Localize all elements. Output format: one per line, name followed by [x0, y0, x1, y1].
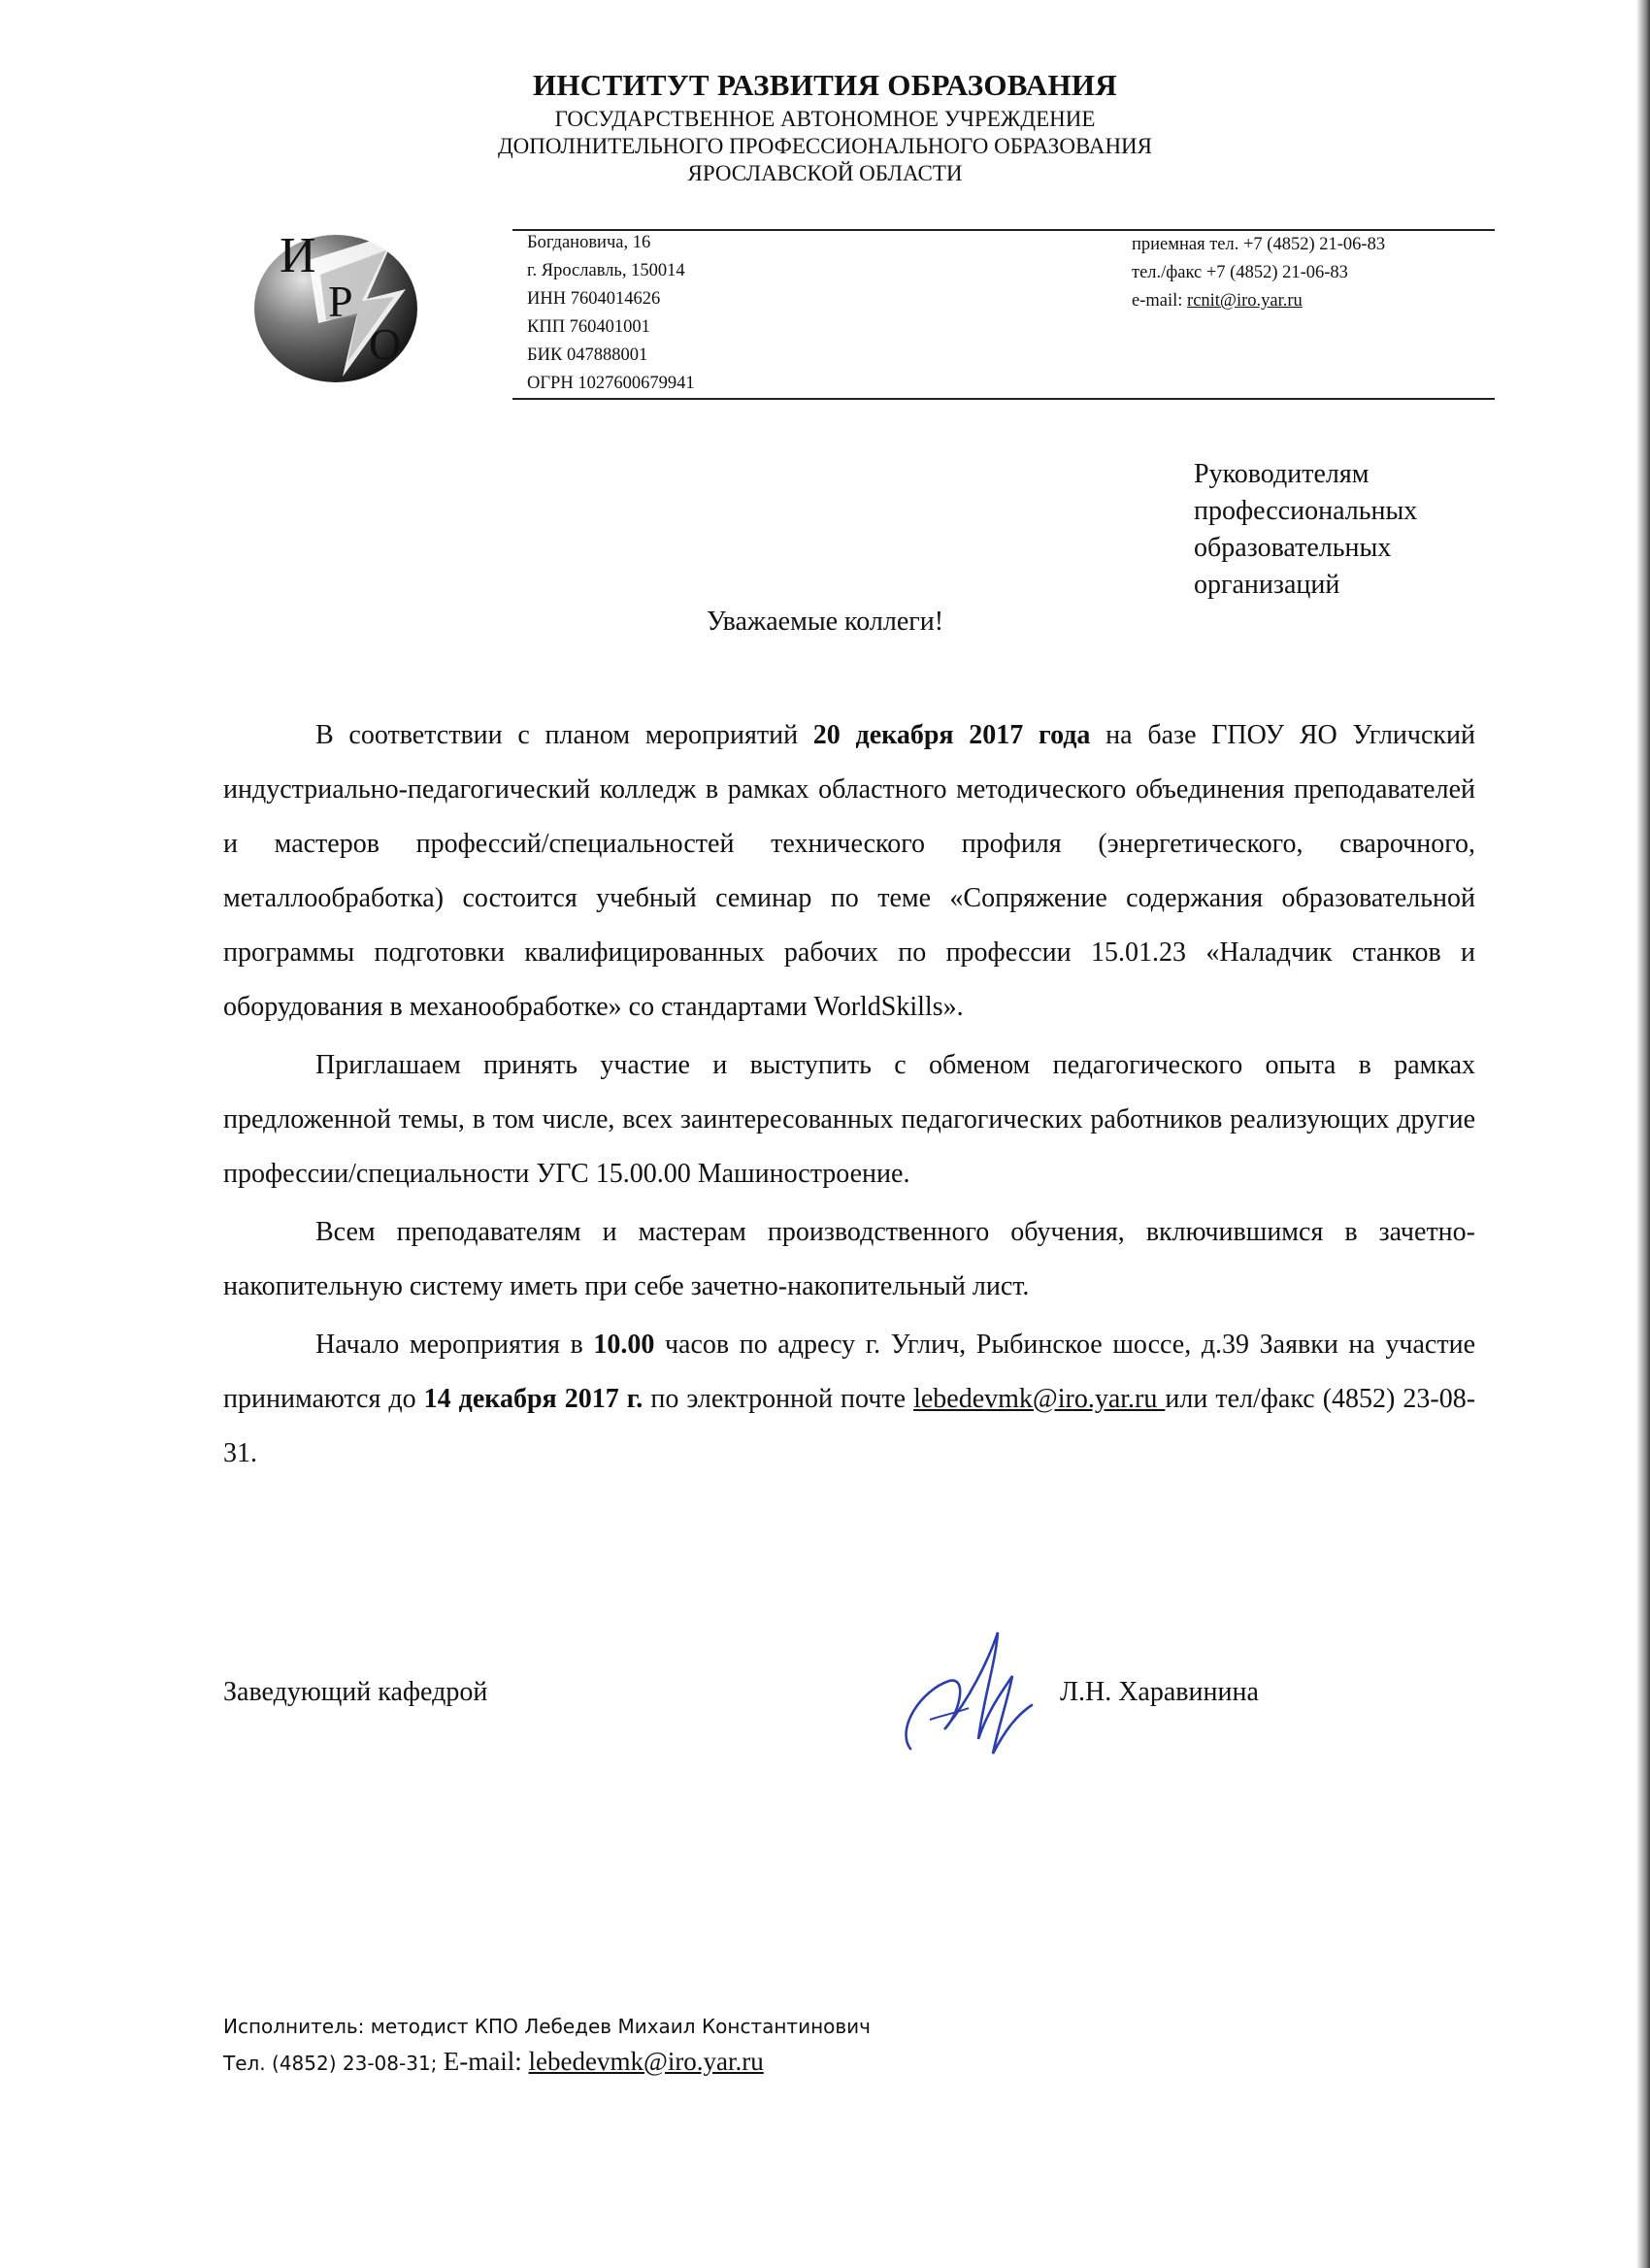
event-date: 20 декабря 2017 года: [812, 720, 1091, 750]
address-line: КПП 760401001: [527, 317, 650, 337]
addressee-line: Руководителям: [1194, 459, 1370, 489]
addressee-line: профессиональных: [1194, 496, 1418, 526]
logo-letter-r: Р: [328, 277, 353, 326]
executor-line: Исполнитель: методист КПО Лебедев Михаил Константинович: [223, 2015, 871, 2038]
application-deadline: 14 декабря 2017 г.: [423, 1384, 644, 1414]
executor-contacts: [223, 2044, 871, 2081]
header-email-link[interactable]: rcnit@iro.yar.ru: [1187, 291, 1303, 311]
p1-text-a: В соответствии с планом мероприятий: [315, 720, 813, 750]
p4-text-b: часов по адресу г. Углич, Рыбинское шоссе, д.39 Заявки на участие принимаются до: [223, 1330, 1475, 1414]
paragraph-4: [223, 1318, 1475, 1481]
logo-letter-i: И: [280, 228, 316, 283]
header-rule-bottom: [512, 398, 1495, 400]
body-email-link[interactable]: lebedevmk@iro.yar.ru: [913, 1384, 1166, 1414]
executor-phone: Тел. (4852) 23-08-31;: [223, 2052, 444, 2075]
institution-line-2: ДОПОЛНИТЕЛЬНОГО ПРОФЕССИОНАЛЬНОГО ОБРАЗОВАНИЯ: [497, 134, 1153, 158]
fax-phone: тел./факс +7 (4852) 21-06-83: [1132, 263, 1348, 282]
letter-body: [223, 708, 1475, 1481]
address-block: [527, 229, 695, 398]
executor-email-link[interactable]: lebedevmk@iro.yar.ru: [528, 2047, 764, 2076]
institution-line-1: ГОСУДАРСТВЕННОЕ АВТОНОМНОЕ УЧРЕЖДЕНИЕ: [554, 107, 1096, 131]
signature-stroke: [891, 1623, 1066, 1768]
p4-text-a: Начало мероприятия в: [315, 1330, 594, 1360]
executor-email-label: E-mail:: [443, 2047, 529, 2076]
address-line: ОГРН 1027600679941: [527, 374, 695, 393]
address-line: ИНН 7604014626: [527, 289, 661, 309]
iro-logo: [250, 221, 427, 384]
address-line: БИК 047888001: [527, 345, 648, 365]
address-line: Богдановича, 16: [527, 233, 651, 252]
email-label: e-mail:: [1132, 291, 1188, 311]
institution-line-3: ЯРОСЛАВСКОЙ ОБЛАСТИ: [687, 161, 963, 185]
contacts-block: [1132, 231, 1385, 315]
p4-text-d: или тел/факс (4852) 23-08-31.: [223, 1384, 1476, 1468]
addressee-line: организаций: [1194, 570, 1340, 600]
addressee: [1194, 456, 1417, 604]
reception-phone: приемная тел. +7 (4852) 21-06-83: [1132, 235, 1386, 254]
handwritten-signature: [891, 1623, 1066, 1768]
scan-edge-shadow: [1636, 0, 1650, 2268]
paragraph-2: Приглашаем принять участие и выступить с обменом педагогического опыта в рамках предложенной темы, в том числе, всех заинтересованных педагогических работников реализующих другие профессии/специальности УГС 15.00.00 Машиностроение.: [223, 1050, 1475, 1189]
signer-position: Заведующий кафедрой: [223, 1677, 488, 1707]
logo-letter-o: О: [369, 319, 402, 369]
email-line: [1132, 287, 1385, 315]
p4-text-c: по электронной почте: [643, 1384, 914, 1414]
address-line: г. Ярославль, 150014: [527, 261, 685, 280]
start-time: 10.00: [593, 1330, 655, 1360]
signer-name: Л.Н. Харавинина: [1060, 1677, 1259, 1707]
executor-footer: [223, 2009, 871, 2081]
paragraph-1: [223, 708, 1475, 1035]
addressee-line: образовательных: [1194, 533, 1392, 563]
greeting: Уважаемые коллеги!: [706, 607, 944, 637]
paragraph-3: Всем преподавателям и мастерам производственного обучения, включившимся в зачетно-накопительную систему иметь при себе зачетно-накопительный лист.: [223, 1217, 1475, 1301]
institution-title: ИНСТИТУТ РАЗВИТИЯ ОБРАЗОВАНИЯ: [532, 68, 1117, 102]
p1-text-b: на базе ГПОУ ЯО Угличский индустриально-педагогический колледж в рамках областного методического объединения преподавателей и мастеров профессий/специальностей технического профиля (энергетического, сварочного, металлообработка) состоится учебный семинар по теме «Сопряжение содержания образовательной программы подготовки квалифицированных рабочих по профессии 15.01.23 «Наладчик станков и оборудования в механообработке» со стандартами WorldSkills».: [223, 720, 1475, 1022]
